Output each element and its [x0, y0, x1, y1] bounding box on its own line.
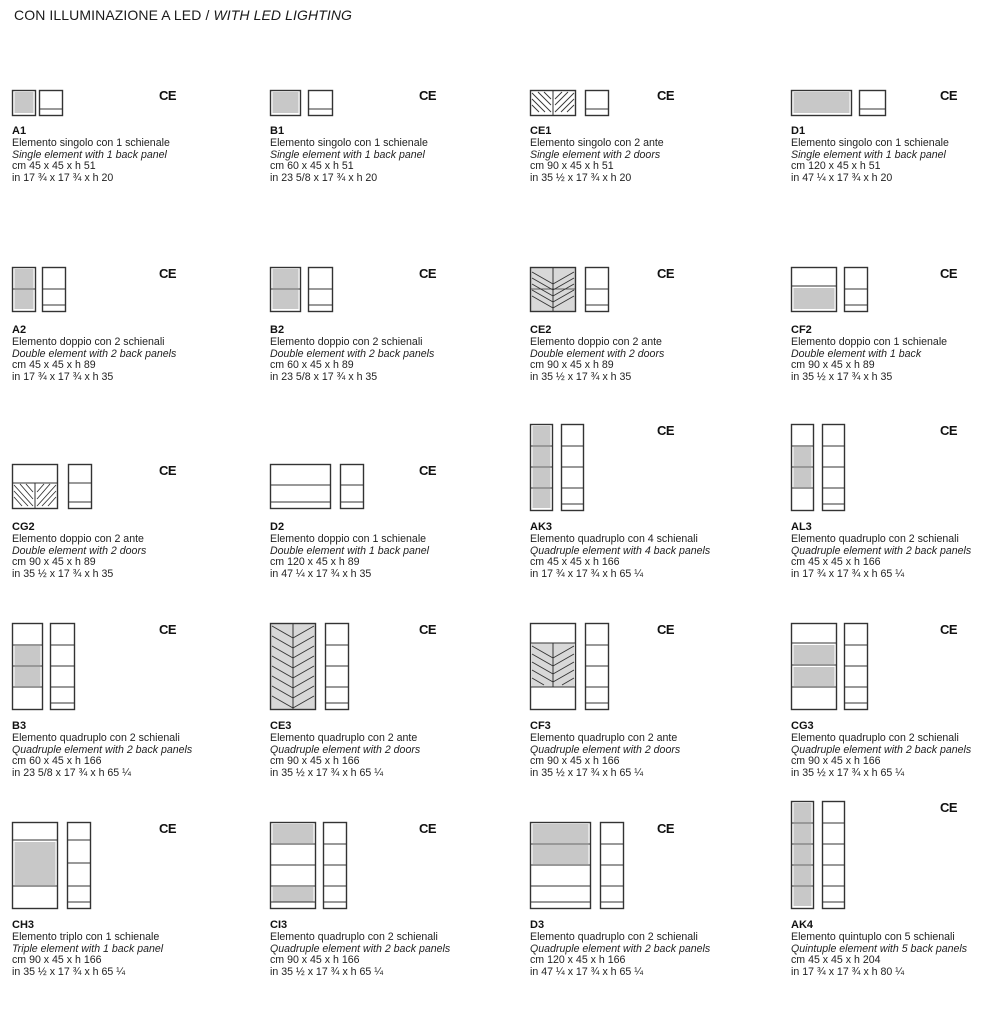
front-view-drawing	[270, 622, 500, 722]
product-cf3	[530, 622, 760, 812]
ce-mark: CE	[159, 88, 177, 103]
dimensions-cm: cm 90 x 45 x h 166	[270, 954, 360, 967]
product-d3	[530, 821, 760, 1011]
description-italian: Elemento quadruplo con 2 ante	[270, 731, 418, 744]
ce-mark: CE	[657, 821, 675, 836]
ce-mark: CE	[159, 622, 177, 637]
description-italian: Elemento doppio con 2 schienali	[12, 335, 165, 348]
front-view-drawing	[791, 266, 1000, 316]
dimensions-in: in 17 ¾ x 17 ¾ x h 65 ¼	[791, 568, 905, 581]
dimensions-in: in 47 ¼ x 17 ¾ x h 20	[791, 172, 893, 185]
description-english: Quadruple element with 2 back panels	[791, 544, 972, 557]
product-code: D1	[791, 125, 806, 137]
product-cg3	[791, 622, 1000, 812]
front-view-drawing	[530, 423, 760, 523]
product-code: CE3	[270, 720, 292, 732]
description-italian: Elemento singolo con 2 ante	[530, 136, 664, 149]
ce-mark: CE	[159, 463, 177, 478]
ce-mark: CE	[419, 463, 437, 478]
dimensions-cm: cm 60 x 45 x h 51	[270, 160, 354, 173]
dimensions-cm: cm 90 x 45 x h 89	[791, 359, 875, 372]
dimensions-in: in 23 5/8 x 17 ¾ x h 20	[270, 172, 378, 185]
dimensions-in: in 23 5/8 x 17 ¾ x h 35	[270, 371, 378, 384]
front-view-drawing	[791, 423, 1000, 523]
front-view-drawing	[791, 800, 1000, 920]
product-b3	[12, 622, 242, 812]
dimensions-cm: cm 90 x 45 x h 89	[530, 359, 614, 372]
front-view-drawing	[12, 622, 242, 722]
front-view-drawing	[530, 821, 760, 921]
dimensions-in: in 47 ¼ x 17 ¾ x h 35	[270, 568, 372, 581]
product-code: B2	[270, 324, 285, 336]
dimensions-in: in 35 ½ x 17 ¾ x h 65 ¼	[530, 767, 644, 780]
description-english: Quadruple element with 2 back panels	[530, 942, 711, 955]
dimensions-in: in 17 ¾ x 17 ¾ x h 20	[12, 172, 114, 185]
description-italian: Elemento quadruplo con 2 schienali	[270, 930, 438, 943]
product-code: AK4	[791, 919, 814, 931]
description-italian: Elemento doppio con 1 schienale	[791, 335, 948, 348]
description-italian: Elemento doppio con 2 ante	[530, 335, 662, 348]
description-english: Quadruple element with 2 doors	[270, 743, 421, 756]
product-code: B1	[270, 125, 285, 137]
front-view-drawing	[270, 821, 500, 921]
product-ak3	[530, 423, 760, 613]
product-code: CE2	[530, 324, 552, 336]
product-code: A2	[12, 324, 27, 336]
product-b1	[270, 88, 500, 278]
title-english: WITH LED LIGHTING	[213, 7, 353, 23]
front-view-drawing	[270, 463, 500, 513]
product-code: D3	[530, 919, 545, 931]
description-english: Double element with 2 back panels	[270, 347, 435, 360]
dimensions-cm: cm 90 x 45 x h 166	[530, 755, 620, 768]
front-view-drawing	[791, 622, 1000, 722]
ce-mark: CE	[419, 266, 437, 281]
dimensions-in: in 35 ½ x 17 ¾ x h 65 ¼	[270, 966, 384, 979]
ce-mark: CE	[419, 88, 437, 103]
description-english: Quadruple element with 4 back panels	[530, 544, 711, 557]
dimensions-cm: cm 45 x 45 x h 166	[530, 556, 620, 569]
front-view-drawing	[530, 88, 760, 128]
dimensions-cm: cm 120 x 45 x h 166	[530, 954, 626, 967]
product-code: CF3	[530, 720, 551, 732]
product-b2	[270, 266, 500, 456]
dimensions-in: in 35 ½ x 17 ¾ x h 65 ¼	[791, 767, 905, 780]
product-ci3	[270, 821, 500, 1011]
description-english: Quadruple element with 2 back panels	[270, 942, 451, 955]
title-italian: CON ILLUMINAZIONE A LED	[14, 7, 202, 23]
description-english: Single element with 1 back panel	[791, 148, 946, 161]
dimensions-cm: cm 90 x 45 x h 166	[791, 755, 881, 768]
ce-mark: CE	[419, 821, 437, 836]
dimensions-cm: cm 45 x 45 x h 89	[12, 359, 96, 372]
description-italian: Elemento doppio con 2 ante	[12, 532, 144, 545]
ce-mark: CE	[940, 88, 958, 103]
front-view-drawing	[270, 266, 500, 316]
dimensions-cm: cm 60 x 45 x h 166	[12, 755, 102, 768]
dimensions-cm: cm 90 x 45 x h 51	[530, 160, 614, 173]
dimensions-cm: cm 60 x 45 x h 89	[270, 359, 354, 372]
ce-mark: CE	[657, 423, 675, 438]
description-english: Quadruple element with 2 back panels	[12, 743, 193, 756]
description-english: Single element with 1 back panel	[270, 148, 425, 161]
product-code: CG2	[12, 521, 35, 533]
ce-mark: CE	[159, 821, 177, 836]
description-english: Quintuple element with 5 back panels	[791, 942, 968, 955]
ce-mark: CE	[940, 622, 958, 637]
dimensions-in: in 17 ¾ x 17 ¾ x h 35	[12, 371, 114, 384]
description-english: Quadruple element with 2 doors	[530, 743, 681, 756]
product-code: CH3	[12, 919, 35, 931]
dimensions-in: in 35 ½ x 17 ¾ x h 35	[791, 371, 893, 384]
description-italian: Elemento quadruplo con 4 schienali	[530, 532, 698, 545]
ce-mark: CE	[657, 266, 675, 281]
product-a1	[12, 88, 242, 278]
dimensions-in: in 17 ¾ x 17 ¾ x h 65 ¼	[530, 568, 644, 581]
dimensions-in: in 35 ½ x 17 ¾ x h 65 ¼	[270, 767, 384, 780]
dimensions-cm: cm 90 x 45 x h 166	[270, 755, 360, 768]
product-ce3	[270, 622, 500, 812]
dimensions-cm: cm 120 x 45 x h 51	[791, 160, 881, 173]
description-english: Double element with 2 back panels	[12, 347, 177, 360]
product-code: CE1	[530, 125, 552, 137]
title-separator: /	[201, 7, 214, 23]
product-ak4	[791, 800, 1000, 990]
description-english: Double element with 1 back panel	[270, 544, 430, 557]
description-english: Double element with 2 doors	[12, 544, 147, 557]
dimensions-cm: cm 45 x 45 x h 51	[12, 160, 96, 173]
product-ch3	[12, 821, 242, 1011]
description-english: Quadruple element with 2 back panels	[791, 743, 972, 756]
front-view-drawing	[12, 266, 242, 316]
front-view-drawing	[791, 88, 1000, 128]
dimensions-cm: cm 120 x 45 x h 89	[270, 556, 360, 569]
product-ce1	[530, 88, 760, 278]
dimensions-cm: cm 45 x 45 x h 204	[791, 954, 881, 967]
description-italian: Elemento singolo con 1 schienale	[791, 136, 949, 149]
product-a2	[12, 266, 242, 456]
description-italian: Elemento quadruplo con 2 schienali	[12, 731, 180, 744]
front-view-drawing	[12, 821, 242, 921]
description-english: Double element with 2 doors	[530, 347, 665, 360]
description-english: Single element with 2 doors	[530, 148, 661, 161]
front-view-drawing	[530, 622, 760, 722]
description-english: Single element with 1 back panel	[12, 148, 167, 161]
ce-mark: CE	[657, 622, 675, 637]
ce-mark: CE	[159, 266, 177, 281]
product-code: A1	[12, 125, 27, 137]
dimensions-cm: cm 45 x 45 x h 166	[791, 556, 881, 569]
dimensions-in: in 35 ½ x 17 ¾ x h 20	[530, 172, 632, 185]
product-code: B3	[12, 720, 27, 732]
product-code: CI3	[270, 919, 288, 931]
product-code: CF2	[791, 324, 812, 336]
front-view-drawing	[12, 463, 242, 513]
description-italian: Elemento quadruplo con 2 schienali	[791, 532, 959, 545]
product-d1	[791, 88, 1000, 278]
description-italian: Elemento quadruplo con 2 schienali	[530, 930, 698, 943]
dimensions-in: in 23 5/8 x 17 ¾ x h 65 ¼	[12, 767, 131, 780]
ce-mark: CE	[940, 266, 958, 281]
description-italian: Elemento doppio con 2 schienali	[270, 335, 423, 348]
product-code: AL3	[791, 521, 812, 533]
description-italian: Elemento quintuplo con 5 schienali	[791, 930, 955, 943]
front-view-drawing	[530, 266, 760, 316]
dimensions-in: in 35 ½ x 17 ¾ x h 35	[12, 568, 114, 581]
ce-mark: CE	[940, 800, 958, 815]
dimensions-in: in 47 ¼ x 17 ¾ x h 65 ¼	[530, 966, 644, 979]
dimensions-in: in 35 ½ x 17 ¾ x h 65 ¼	[12, 966, 126, 979]
product-code: CG3	[791, 720, 814, 732]
dimensions-cm: cm 90 x 45 x h 166	[12, 954, 102, 967]
ce-mark: CE	[419, 622, 437, 637]
front-view-drawing	[270, 88, 500, 128]
product-code: AK3	[530, 521, 553, 533]
description-italian: Elemento doppio con 1 schienale	[270, 532, 427, 545]
product-code: D2	[270, 521, 285, 533]
product-al3	[791, 423, 1000, 613]
page-title	[14, 7, 352, 23]
description-english: Double element with 1 back	[791, 347, 922, 360]
description-italian: Elemento singolo con 1 schienale	[12, 136, 170, 149]
dimensions-in: in 17 ¾ x 17 ¾ x h 80 ¼	[791, 966, 905, 979]
dimensions-cm: cm 90 x 45 x h 89	[12, 556, 96, 569]
front-view-drawing	[12, 88, 242, 128]
description-italian: Elemento quadruplo con 2 schienali	[791, 731, 959, 744]
description-italian: Elemento singolo con 1 schienale	[270, 136, 428, 149]
ce-mark: CE	[657, 88, 675, 103]
description-italian: Elemento triplo con 1 schienale	[12, 930, 160, 943]
dimensions-in: in 35 ½ x 17 ¾ x h 35	[530, 371, 632, 384]
description-english: Triple element with 1 back panel	[12, 942, 164, 955]
ce-mark: CE	[940, 423, 958, 438]
description-italian: Elemento quadruplo con 2 ante	[530, 731, 678, 744]
